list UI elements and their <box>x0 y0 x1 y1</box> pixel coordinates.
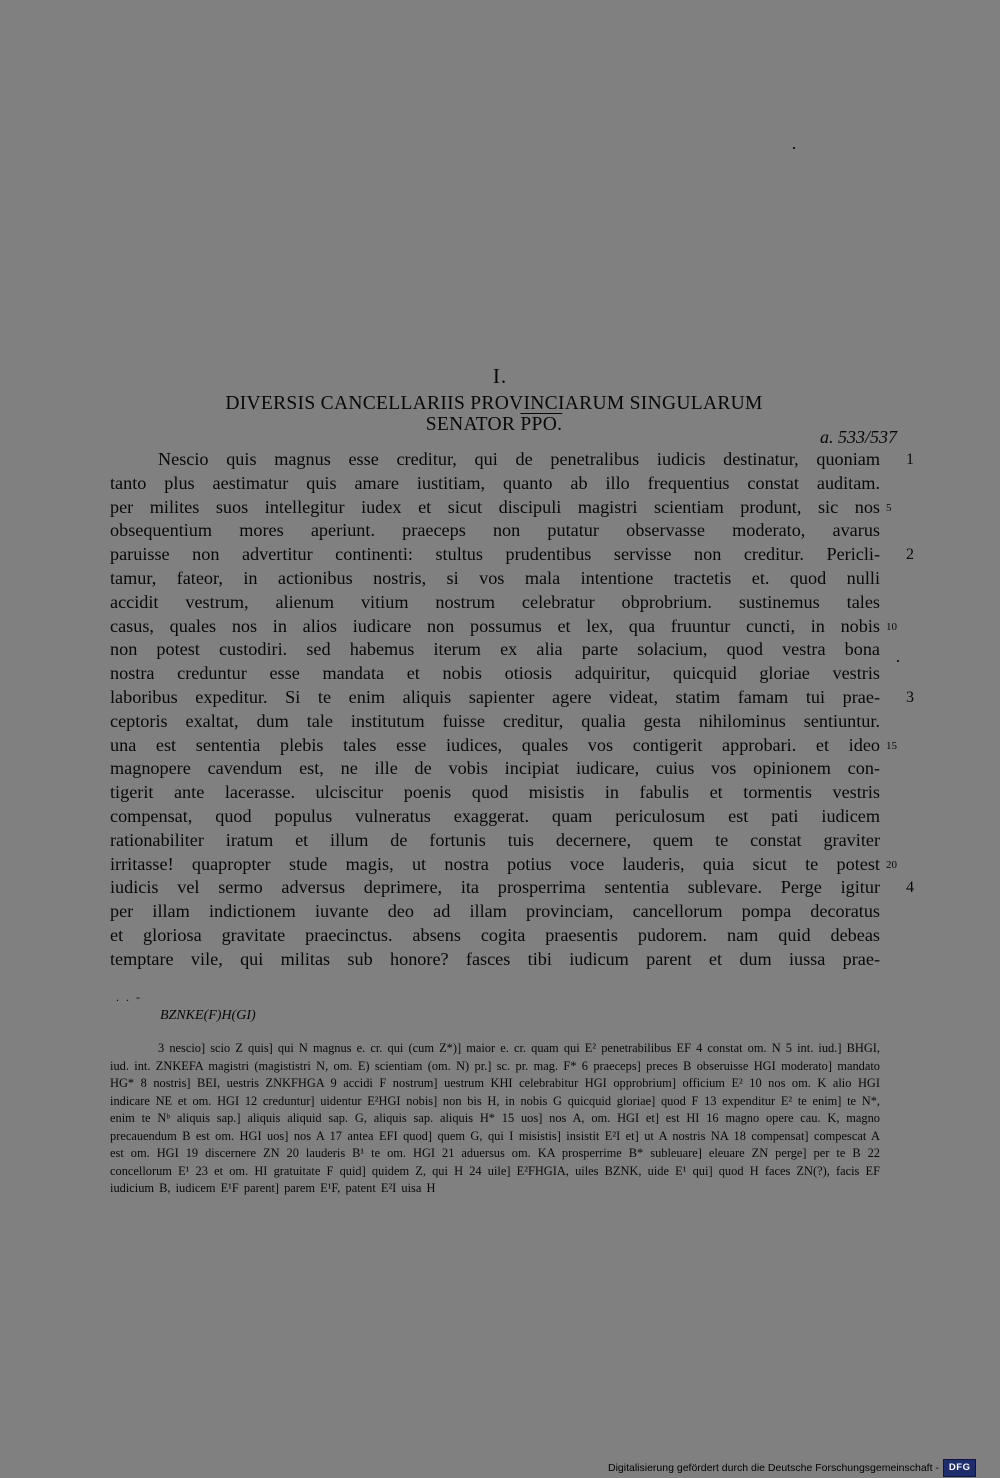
text-line: ceptoris exaltat, dum tale institutum fuisse creditur, qualia gesta nihilominus sentiuntur. <box>110 710 880 731</box>
dfg-logo: DFG <box>943 1459 977 1477</box>
text-line: Nescio quis magnus esse creditur, qui de penetralibus iudicis destinatur, quoniam <box>158 449 880 469</box>
text-line: tigerit ante lacerasse. ulciscitur poenis quod misistis in fabulis et tormentis vestris <box>110 782 880 803</box>
text-line: magnopere cavendum est, ne ille de vobis incipiat iudicare, cuius vos opinionem con- <box>110 758 880 779</box>
chapter-numeral: I. <box>492 364 508 388</box>
text-line: non potest custodiri. sed habemus iterum ex alia parte solacium, quod vestra bona <box>110 639 880 660</box>
text-line: laboribus expeditur. Si te enim aliquis sapienter agere videat, statim famam tui prae- <box>110 686 880 707</box>
text-line: irritasse! quapropter stude magis, ut nostra potius voce lauderis, quia sicut te potest <box>110 853 880 874</box>
text-line: per milites suos intellegitur iudex et sicut discipuli magistri scientiam produnt, sic nos <box>110 496 880 517</box>
text-line: casus, quales nos in alios iudicare non possumus et lex, qua fruuntur cuncti, in nobis <box>110 615 880 636</box>
critical-apparatus: 3 nescio] scio Z quis] qui N magnus e. cr. qui (cum Z*)] maior e. cr. quam qui E² penetrabilibus EF 4 constat om. N 5 int. iud.] BHGI, iud. int. ZNKEFA magistri (magististri N, om. E) scientiam (om. N) pr.] sc. pr. mag. F* 6 praeceps] preces B obseruisse HGI moderato] mandato HG* 8 nostris] BEI, uestris ZNKFHGA 9 accidi F nostrum] uestrum KHI celebrabitur HGI opprobrium] officium E² 10 nos om. K alio HGI indicare NE et om. HGI 12 creduntur] uidentur E²HGI nobis] non bis H, in nobis G quicquid gloriae] quod F 13 expenditur E² te enim] te N*, enim te Nᵇ aliquis sap.] aliquis aliquid sap. G, aliquis sap. aliquis H* 15 uos] nos A, om. HGI et] est HI 16 magno opere cau. K, magno precauendum B est om. HGI uos] nos A 17 antea EFI quod] quem G, qui I misistis] insistit E²I et] ut A nostris NA 18 compensat] compescat A est om. HGI 19 discernere ZN 20 lauderis B¹ te om. HGI 21 aduersus om. KA prosperrime B* subleuare] eleuare ZN perge] per te B 22 concellorum E¹ 23 et om. HI gratuitate F quid] quidem Z, qui H 24 uile] E²FHGIA, uiles BZNK, uide E¹ qui] quod H faces ZN(?), facis EF iudicium B, iudicem E¹F parent] parem E¹F, patent E²I uisa H <box>110 1041 880 1195</box>
title-abbreviation: PPO. <box>520 414 563 435</box>
manuscript-sigla: BZNKE(F)H(GI) <box>160 1008 256 1023</box>
section-number: 3 <box>906 688 914 706</box>
date-note: a. 533/537 <box>820 427 898 447</box>
text-line: et gloriosa gravitate praecinctus. absens cogita praesentis pudorem. nam quid debeas <box>110 924 880 945</box>
text-line: temptare vile, qui militas sub honore? fasces tibi iudicum parent et dum iussa prae- <box>110 948 880 969</box>
section-number: 1 <box>906 451 914 468</box>
text-line: accidit vestrum, alienum vitium nostrum celebratur obprobrium. sustinemus tales <box>110 591 880 612</box>
text-line: nostra creduntur esse mandata et nobis otiosis adquiritur, quicquid gloriae vestris <box>110 663 880 684</box>
text-line: rationabiliter iratum et illum de fortunis tuis decernere, quem te constat graviter <box>110 829 880 850</box>
line-number: 20 <box>886 858 897 871</box>
page-mark: . . - <box>116 990 142 1004</box>
title-author: SENATOR <box>425 414 521 435</box>
text-line: compensat, quod populus vulneratus exaggerat. quam periculosum est pati iudicem <box>110 805 880 826</box>
funding-notice: Digitalisierung gefördert durch die Deutsche Forschungsgemeinschaft - <box>608 1462 939 1474</box>
scan-speck <box>793 147 795 149</box>
margin-numbers <box>880 448 920 900</box>
text-line: iudicis vel sermo adversus deprimere, ita prosperrima sententia sublevare. Perge igitur <box>110 877 880 898</box>
chapter-title-line1: DIVERSIS CANCELLARIIS PROVINCIARUM SINGULARUM <box>225 393 763 414</box>
line-number: 15 <box>886 739 897 752</box>
line-number: 10 <box>886 620 897 633</box>
text-line: tanto plus aestimatur quis amare iustitiam, quanto ab illo frequentius constat auditam. <box>110 472 880 493</box>
funding-footer <box>608 1459 976 1477</box>
text-line: obsequentium mores aperiunt. praeceps non putatur observasse moderato, avarus <box>110 520 880 541</box>
text-line: tamur, fateor, in actionibus nostris, si vos mala intentione tractetis et. quod nulli <box>110 567 880 588</box>
section-number: 2 <box>906 546 914 564</box>
text-line: una est sententia plebis tales esse iudices, quales vos contigerit approbari. et ideo <box>110 734 880 755</box>
text-line: per illam indictionem iuvante deo ad illam provinciam, cancellorum pompa decoratus <box>110 901 880 922</box>
section-number: 4 <box>906 879 914 897</box>
text-line: paruisse non advertitur continenti: stultus prudentibus servisse non creditur. Pericli- <box>110 544 880 565</box>
line-number: 5 <box>886 501 892 514</box>
body-text <box>110 448 880 972</box>
